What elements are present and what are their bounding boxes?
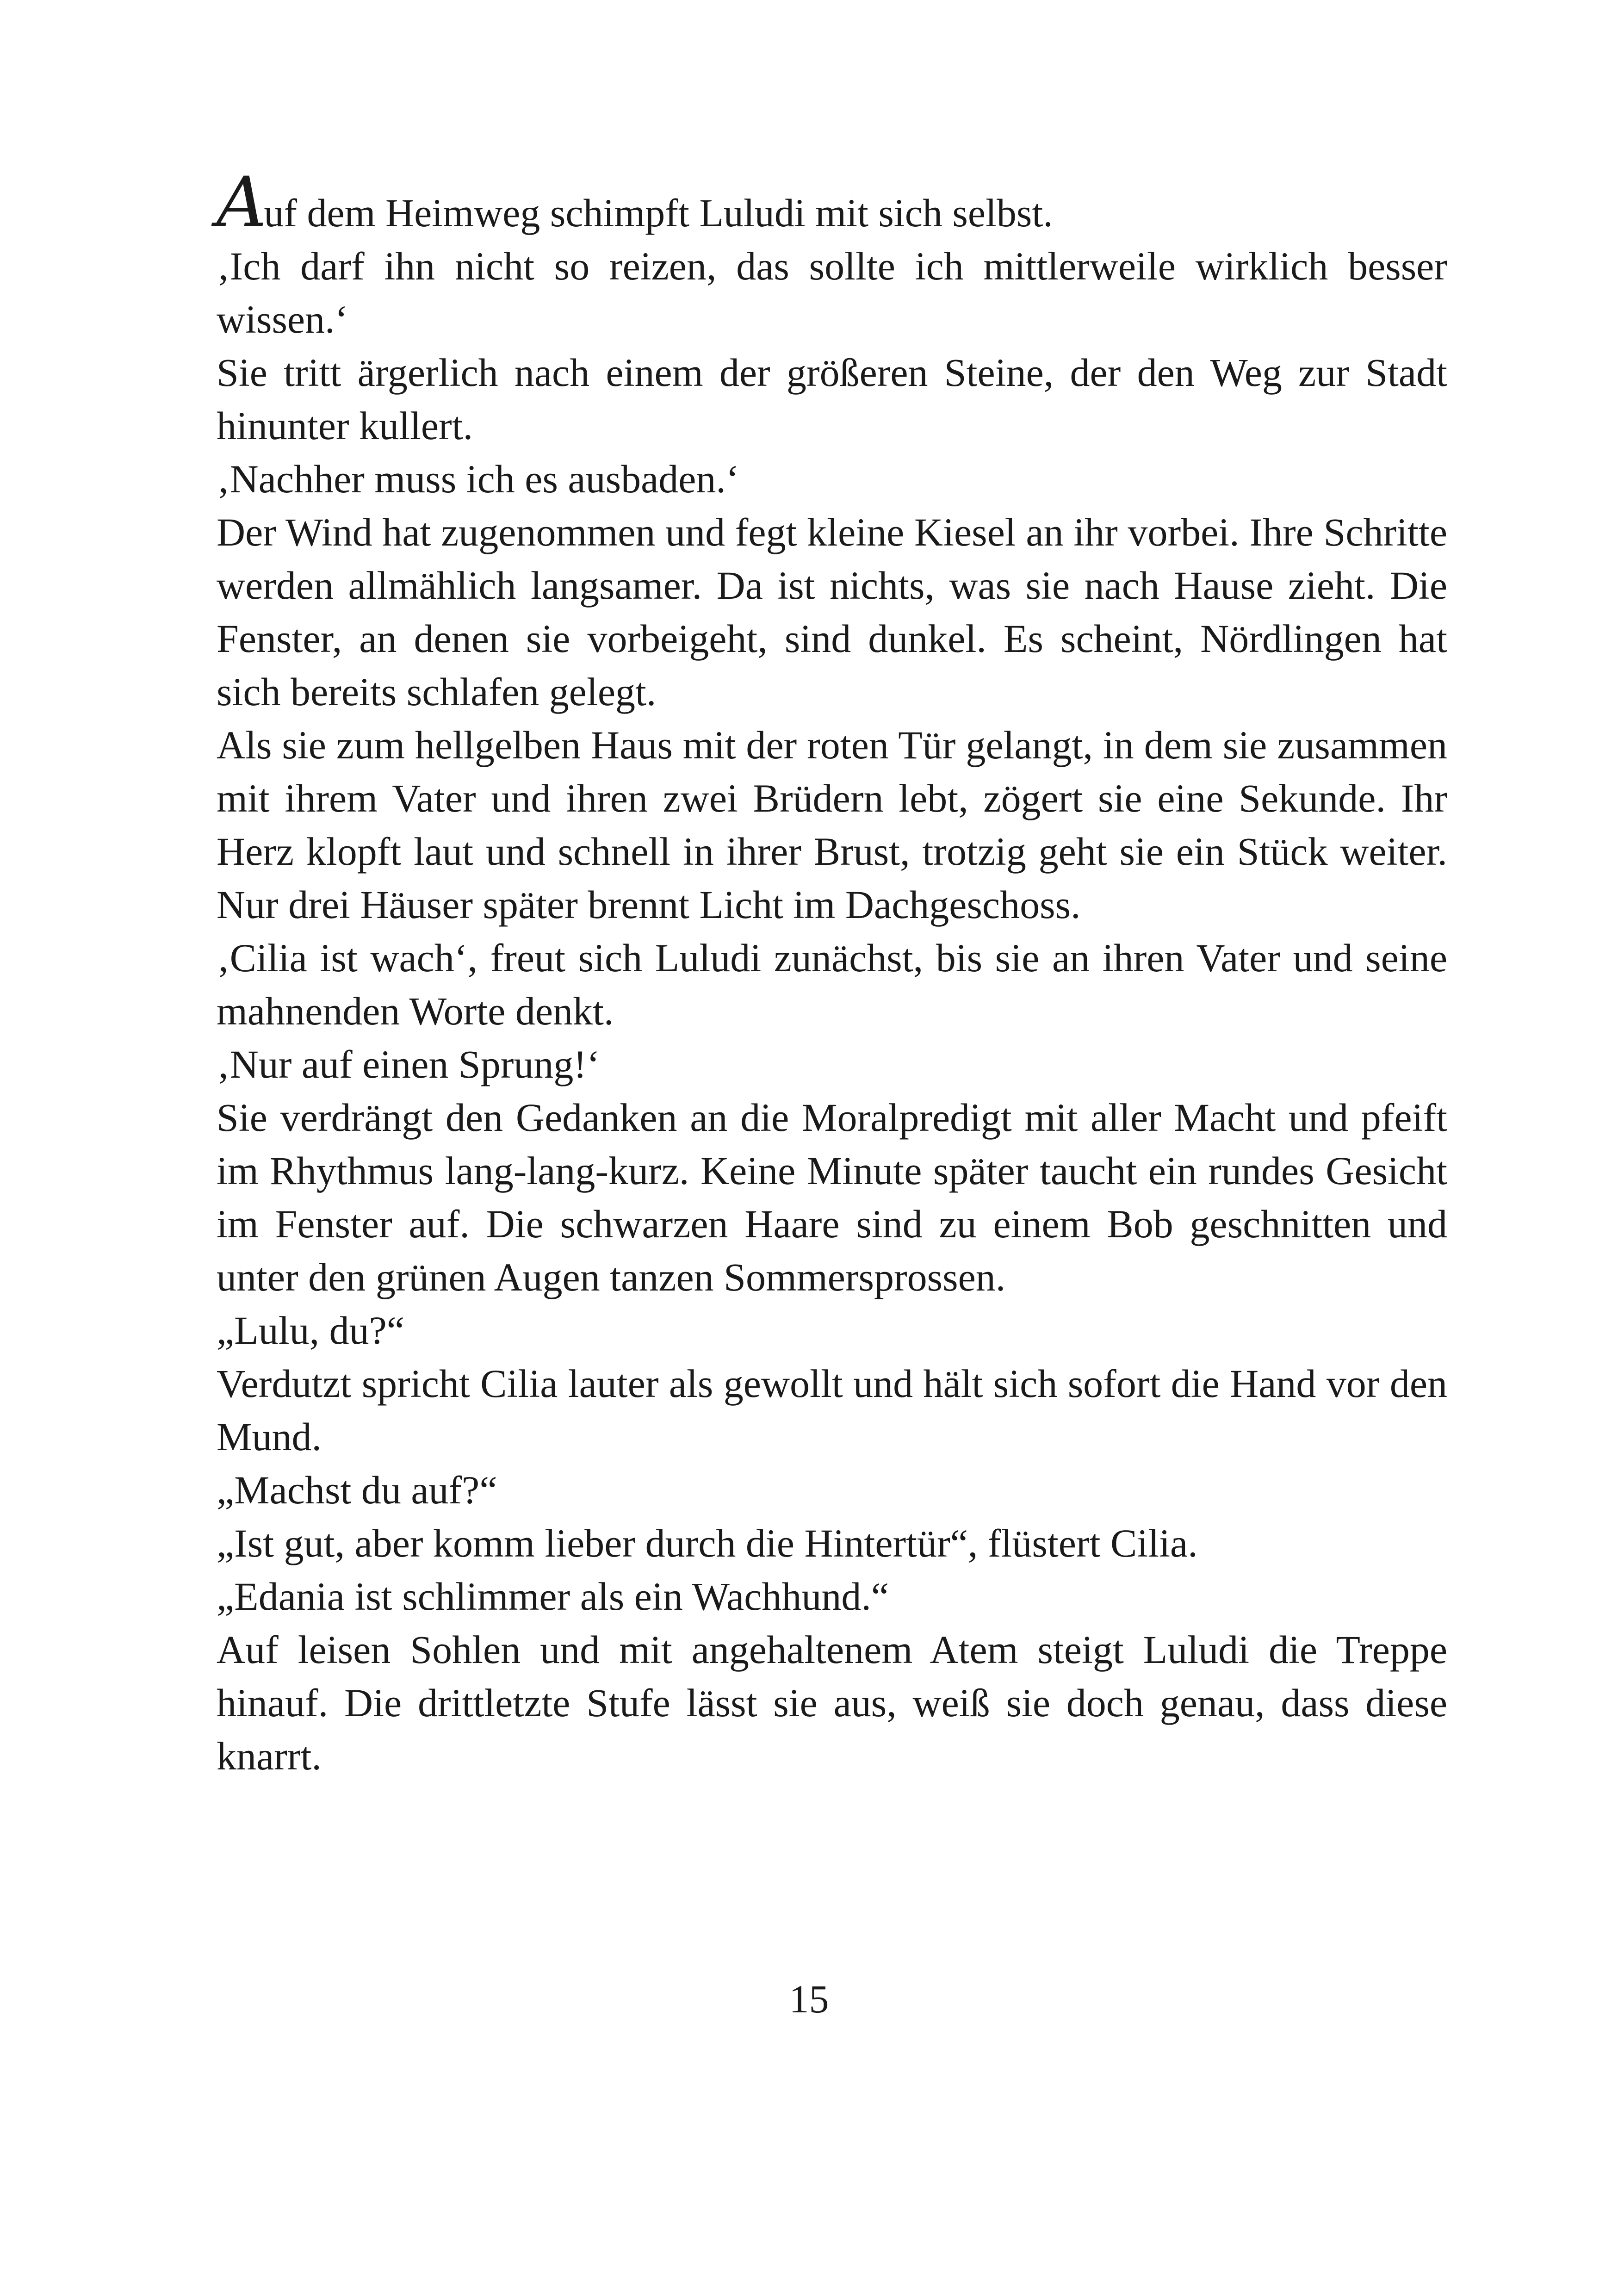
paragraph: ‚Nur auf einen Sprung!‘	[217, 1042, 600, 1086]
paragraph-text: uf dem Heimweg schimpft Luludi mit sich selbst.	[264, 191, 1053, 235]
paragraph: Auf leisen Sohlen und mit angehaltenem Atem steigt Luludi die Treppe hinauf. Die drittletzte Stufe lässt sie aus, weiß sie doch genau, dass diese knarrt.	[217, 1627, 1447, 1778]
paragraph: Als sie zum hellgelben Haus mit der roten Tür gelangt, in dem sie zusammen mit ihrem Vater und ihren zwei Brüdern lebt, zögert sie eine Sekunde. Ihr Herz klopft laut und schnell in ihrer Brust, trotzig geht sie ein Stück weiter. Nur drei Häuser später brennt Licht im Dachgeschoss.	[217, 723, 1447, 927]
paragraph: Verdutzt spricht Cilia lauter als gewollt und hält sich sofort die Hand vor den Mund.	[217, 1361, 1447, 1459]
paragraph: ‚Cilia ist wach‘, freut sich Luludi zunächst, bis sie an ihren Vater und seine mahnenden Worte denkt.	[217, 936, 1447, 1033]
page-number: 15	[789, 1977, 829, 2021]
paragraph: „Ist gut, aber komm lieber durch die Hintertür“, flüstert Cilia.	[217, 1521, 1198, 1565]
paragraph: ‚Ich darf ihn nicht so reizen, das sollte ich mittlerweile wirklich besser wissen.‘	[217, 244, 1447, 341]
paragraph: „Lulu, du?“	[217, 1308, 404, 1353]
drop-cap: A	[217, 162, 264, 243]
paragraph: „Edania ist schlimmer als ein Wachhund.“	[217, 1574, 889, 1619]
paragraph: ‚Nachher muss ich es ausbaden.‘	[217, 457, 739, 501]
paragraph: Der Wind hat zugenommen und fegt kleine Kiesel an ihr vorbei. Ihre Schritte werden allmählich langsamer. Da ist nichts, was sie nach Hause zieht. Die Fenster, an denen sie vorbeigeht, sind dunkel. Es scheint, Nördlingen hat sich bereits schlafen gelegt.	[217, 510, 1447, 714]
opening-paragraph	[217, 162, 1447, 243]
paragraph: Sie verdrängt den Gedanken an die Moralpredigt mit aller Macht und pfeift im Rhythmus lang-lang-kurz. Keine Minute später taucht ein rundes Gesicht im Fenster auf. Die schwarzen Haare sind zu einem Bob geschnitten und unter den grünen Augen tanzen Sommersprossen.	[217, 1095, 1447, 1299]
paragraph: „Machst du auf?“	[217, 1468, 497, 1512]
paragraph: Sie tritt ärgerlich nach einem der größeren Steine, der den Weg zur Stadt hinunter kullert.	[217, 350, 1447, 448]
body-text	[217, 162, 1447, 1783]
